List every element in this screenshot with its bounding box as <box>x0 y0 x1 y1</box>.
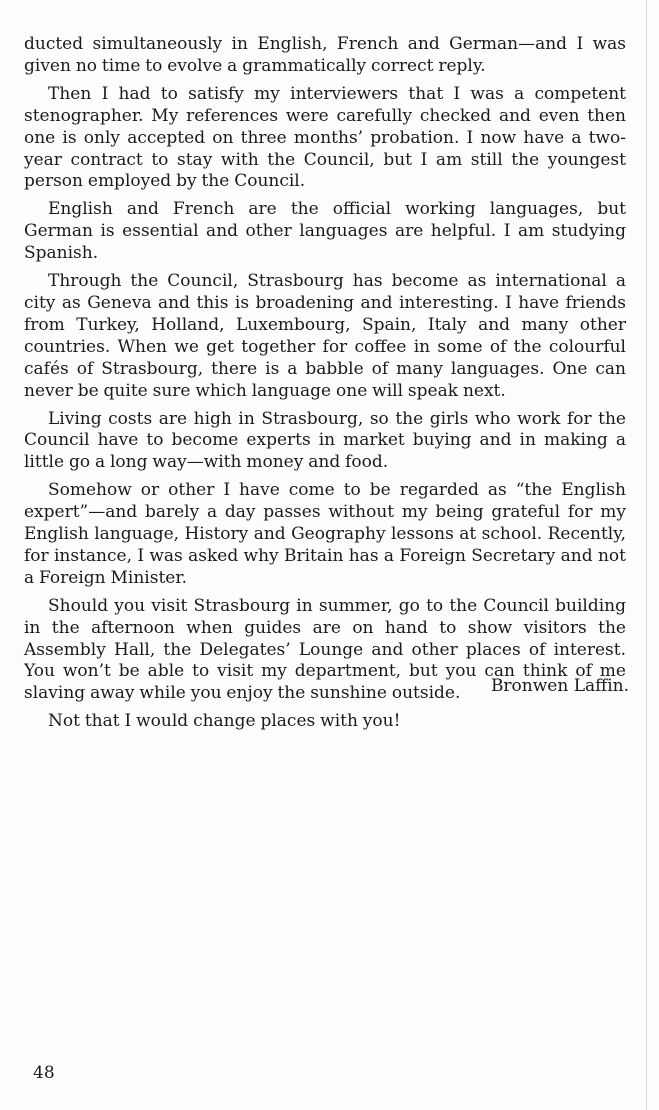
page-edge-divider <box>646 0 647 1110</box>
article-body <box>24 34 626 739</box>
paragraph-international-city: Through the Council, Strasbourg has become as international a city as Geneva and this is broadening and interesting. I have friends from Turkey, Holland, Luxembourg, Spain, Italy and many other countries. When we get together for coffee in some of the colourful cafés of Strasbourg, there is a babble of many languages. One can never be quite sure which language one will speak next. <box>24 271 626 401</box>
author-signature: Bronwen Laffin. <box>490 676 629 696</box>
page-number: 48 <box>33 1063 55 1083</box>
paragraph-languages: English and French are the official working languages, but German is essential and other languages are helpful. I am studying Spanish. <box>24 199 626 264</box>
paragraph-closing: Not that I would change places with you! <box>48 711 401 732</box>
paragraph-living-costs: Living costs are high in Strasbourg, so the girls who work for the Council have to become experts in market buying and in making a little go a long way—with money and food. <box>24 408 626 473</box>
paragraph-continued: ducted simultaneously in English, French and German—and I was given no time to evolve a grammatically correct reply. <box>24 34 626 76</box>
paragraph-visit-strasbourg: Should you visit Strasbourg in summer, go to the Council building in the afternoon when guides are on hand to show visitors the Assembly Hall, the Delegates’ Lounge and other places of interest. You won’t be able to visit my department, but you can think of me slaving away while you enjoy the sunshine outside. <box>24 595 626 704</box>
paragraph-english-expert: Somehow or other I have come to be regarded as “the English expert”—and barely a day passes without my being grateful for my English language, History and Geography lessons at school. Recently, for instance, I was asked why Britain has a Foreign Secretary and not a Foreign Minister. <box>24 480 626 588</box>
paragraph-stenographer: Then I had to satisfy my interviewers that I was a competent stenographer. My references were carefully checked and even then one is only accepted on three months’ probation. I now have a two-year contract to stay with the Council, but I am still the youngest person employed by the Council. <box>24 83 626 192</box>
